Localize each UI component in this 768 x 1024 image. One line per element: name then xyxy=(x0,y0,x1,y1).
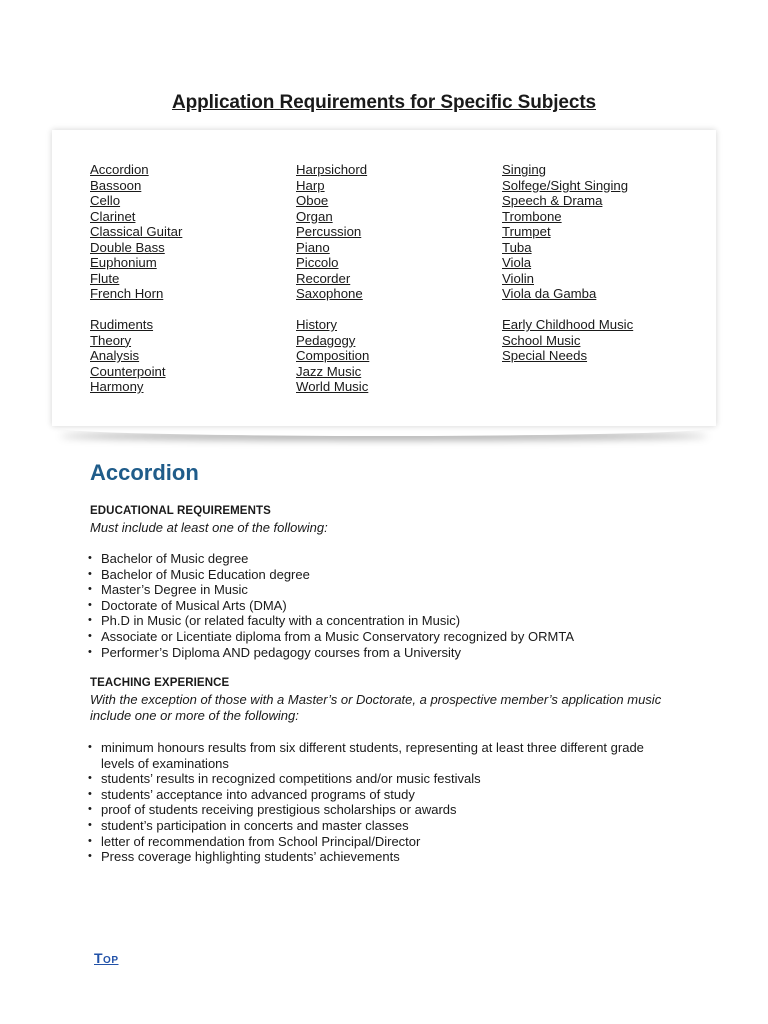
subject-link[interactable]: Harmony xyxy=(90,379,144,394)
subject-link[interactable]: Composition xyxy=(296,348,370,363)
subject-link[interactable]: Bassoon xyxy=(90,177,142,193)
requirement-item: • Bachelor of Music degree xyxy=(88,551,668,567)
subject-link[interactable]: Euphonium xyxy=(90,255,157,270)
requirement-item: • Associate or Licentiate diploma from a Music Conservatory recognized by ORMTA xyxy=(88,629,668,645)
subject-link[interactable]: French Horn xyxy=(90,286,164,301)
subject-index-panel xyxy=(52,130,716,426)
education-heading: EDUCATIONAL REQUIREMENTS xyxy=(90,505,271,517)
subject-link[interactable]: Piccolo xyxy=(296,255,339,270)
requirement-item: • Bachelor of Music Education degree xyxy=(88,567,668,583)
subject-link[interactable]: School Music xyxy=(502,332,581,348)
subject-link[interactable]: Saxophone xyxy=(296,286,363,301)
subject-column-2 xyxy=(296,162,369,395)
subject-link[interactable]: Cello xyxy=(90,193,121,208)
education-intro: Must include at least one of the following: xyxy=(90,520,328,535)
subject-link[interactable]: Percussion xyxy=(296,224,362,239)
requirement-item: • minimum honours results from six different students, representing at least three different grade levels of examinations xyxy=(88,740,668,771)
top-link[interactable]: Top xyxy=(94,950,119,966)
subject-link[interactable]: Recorder xyxy=(296,270,351,286)
subject-link[interactable]: Trumpet xyxy=(502,224,551,239)
subject-link[interactable]: Singing xyxy=(502,162,546,177)
subject-link[interactable]: Tuba xyxy=(502,239,532,255)
subject-column-3 xyxy=(502,162,633,364)
subject-link[interactable]: Viola da Gamba xyxy=(502,286,597,301)
subject-link[interactable]: Special Needs xyxy=(502,348,588,363)
subject-link[interactable]: Speech & Drama xyxy=(502,193,603,208)
education-list xyxy=(88,551,668,660)
subject-link[interactable]: Classical Guitar xyxy=(90,224,183,239)
requirement-item: • Ph.D in Music (or related faculty with a concentration in Music) xyxy=(88,613,668,629)
group-spacer xyxy=(90,302,182,318)
subject-link[interactable]: Oboe xyxy=(296,193,329,208)
requirement-item: • students’ results in recognized competitions and/or music festivals xyxy=(88,771,668,787)
requirement-item: • students’ acceptance into advanced programs of study xyxy=(88,787,668,803)
page-title: Application Requirements for Specific Subjects xyxy=(171,92,597,113)
teaching-heading: TEACHING EXPERIENCE xyxy=(90,677,230,689)
subject-column-1 xyxy=(90,162,182,395)
subject-link[interactable]: Harpsichord xyxy=(296,162,368,177)
subject-link[interactable]: Early Childhood Music xyxy=(502,317,634,332)
teaching-intro: With the exception of those with a Master’s or Doctorate, a prospective member’s application music include one or more of the following: xyxy=(90,692,662,723)
requirement-item: • proof of students receiving prestigious scholarships or awards xyxy=(88,802,668,818)
subject-link[interactable]: Double Bass xyxy=(90,239,165,255)
subject-link[interactable]: Viola xyxy=(502,255,532,270)
panel-shadow xyxy=(56,420,712,436)
subject-link[interactable]: Solfege/Sight Singing xyxy=(502,177,629,193)
requirement-item: • Master’s Degree in Music xyxy=(88,582,668,598)
subject-link[interactable]: Clarinet xyxy=(90,208,136,224)
requirement-item: • student’s participation in concerts and master classes xyxy=(88,818,668,834)
requirement-item: • letter of recommendation from School Principal/Director xyxy=(88,834,668,850)
teaching-list xyxy=(88,740,668,865)
subject-link[interactable]: World Music xyxy=(296,379,369,394)
subject-link[interactable]: Analysis xyxy=(90,348,140,363)
requirement-item: • Performer’s Diploma AND pedagogy courses from a University xyxy=(88,645,668,661)
subject-link[interactable]: Pedagogy xyxy=(296,332,356,348)
requirement-item: • Press coverage highlighting students’ achievements xyxy=(88,849,668,865)
group-spacer xyxy=(296,302,369,318)
requirement-item: • Doctorate of Musical Arts (DMA) xyxy=(88,598,668,614)
subject-link[interactable]: Trombone xyxy=(502,208,562,224)
subject-link[interactable]: Rudiments xyxy=(90,317,154,332)
subject-link[interactable]: Harp xyxy=(296,177,325,193)
subject-link[interactable]: Flute xyxy=(90,270,120,286)
group-spacer xyxy=(502,302,633,318)
subject-link[interactable]: Theory xyxy=(90,332,132,348)
subject-link[interactable]: Jazz Music xyxy=(296,363,362,379)
subject-link[interactable]: Piano xyxy=(296,239,330,255)
subject-link[interactable]: Organ xyxy=(296,208,333,224)
subject-link[interactable]: Accordion xyxy=(90,162,149,177)
subject-link[interactable]: Violin xyxy=(502,270,535,286)
section-title: Accordion xyxy=(90,460,199,485)
subject-link[interactable]: History xyxy=(296,317,338,332)
subject-link[interactable]: Counterpoint xyxy=(90,363,166,379)
